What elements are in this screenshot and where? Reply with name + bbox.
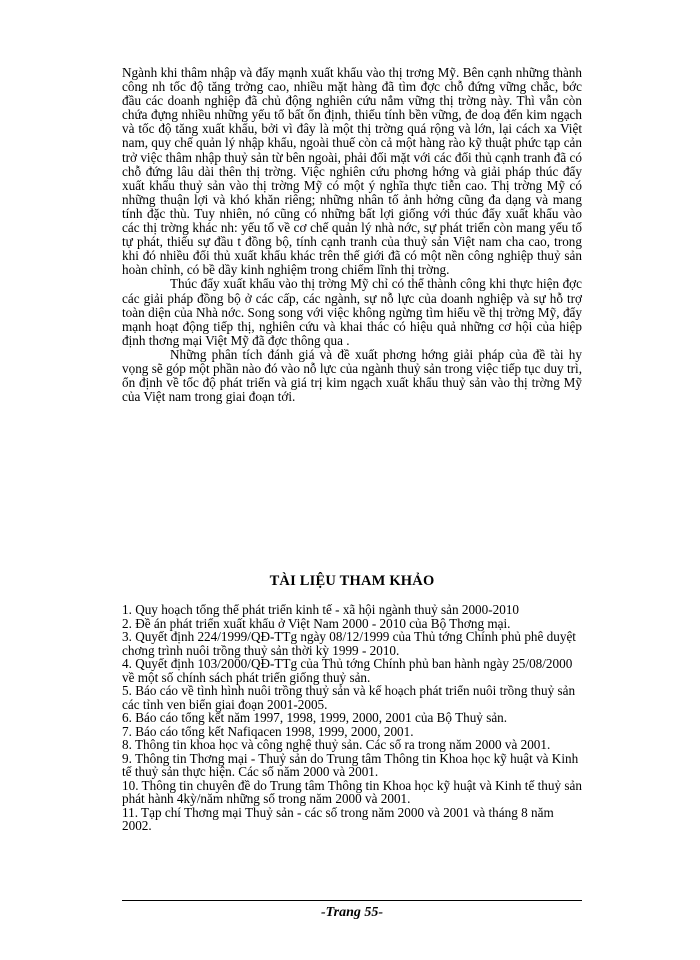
reference-item: 5. Báo cáo về tình hình nuôi trồng thuỷ sản và kế hoạch phát triển nuôi trồng thuỷ sản các tỉnh ven biển giai đoạn 2001-2005. (122, 683, 576, 712)
reference-item: 8. Thông tin khoa học và công nghệ thuỷ sản. Các số ra trong năm 2000 và 2001. (122, 737, 551, 752)
page-number: -Trang 55- (320, 905, 384, 920)
paragraph-1: Ngành khi thâm nhập và đẩy mạnh xuất khẩu vào thị trơng Mỹ. Bên cạnh những thành công nh tốc độ tăng trởng cao, nhiều mặt hàng đã tìm đợc chỗ đứng vững chắc, bớc đầu các doanh nghiệp đã chủ động nghiên cứu nắm vững thị trờng này. Thì vẫn còn chứa đựng nhiều những yếu tố bất ổn định, thiếu tính bền vững, đe doạ đến kim ngạch và tốc độ tăng xuất khẩu, bởi vì đây là một thị trờng quá rộng và lớn, lại cách xa Việt nam, quy chế quản lý nhập khẩu, ngoài thuế còn cả một hàng rào kỹ thuật phức tạp cản trở việc thâm nhập thuỷ sản từ bên ngoài, phải đối mặt với các đối thủ cạnh tranh đã có chỗ đứng lâu dài thên thị trờng. Việc nghiên cứu phơng hớng và giải pháp thúc đẩy xuất khẩu thuỷ sản vào thị trờng Mỹ có một ý nghĩa thực tiễn cao. Thị trờng Mỹ có những thuận lợi và khó khăn riêng; những nhân tố ảnh hởng cũng đa dạng và mang tính đặc thù. Tuy nhiên, nó cũng có những bất lợi giống với thúc đẩy xuất khẩu vào các thị trờng khác nh: yếu tố về cơ chế quản lý nhà nớc, sự phát triển còn mang yếu tố tự phát, thiếu sự đầu t đồng bộ, tính cạnh tranh của thuỷ sản Việt nam cha cao, trong khi đó nhiều đối thủ xuất khẩu khác trên thế giới đã có một nền công nghiệp thuỷ sản hoàn chỉnh, có bề dầy kinh nghiệm trong chiếm lĩnh thị trờng. (122, 65, 582, 278)
reference-item: 7. Báo cáo tổng kết Nafiqacen 1998, 1999, 2000, 2001. (122, 723, 414, 739)
reference-item: 1. Quy hoạch tổng thể phát triển kinh tế - xã hội ngành thuỷ sản 2000-2010 (122, 602, 520, 617)
reference-item: 6. Báo cáo tổng kết năm 1997, 1998, 1999, 2000, 2001 của Bộ Thuỷ sản. (122, 710, 508, 725)
reference-item: 9. Thông tin Thơng mại - Thuỷ sản do Trung tâm Thông tin Khoa học kỹ huật và Kinh tế thuỷ sản thực hiện. Các số năm 2000 và 2001. (122, 750, 579, 779)
reference-list (122, 603, 582, 833)
reference-item: 2. Đề án phát triển xuất khẩu ở Việt Nam 2000 - 2010 của Bộ Thơng mại. (122, 615, 511, 631)
paragraph-2: Thúc đẩy xuất khẩu vào thị trờng Mỹ chỉ có thể thành công khi thực hiện đợc các giải pháp đồng bộ ở các cấp, các ngành, sự nỗ lực của doanh nghiệp và sự hỗ trợ toàn diện của Nhà nớc. Song song với việc không ngừng tìm hiểu về thị trờng Mỹ, đẩy mạnh hoạt động tiếp thị, nghiên cứu và khai thác có hiệu quả những cơ hội của hiệp định thơng mại Việt Mỹ đã đợc thông qua . (122, 276, 582, 348)
reference-item: 11. Tạp chí Thơng mại Thuỷ sản - các số trong năm 2000 và 2001 và tháng 8 năm 2002. (122, 804, 554, 833)
reference-item: 3. Quyết định 224/1999/QĐ-TTg ngày 08/12/1999 của Thủ tớng Chính phủ phê duyệt chơng trình nuôi trồng thuỷ sản thời kỳ 1999 - 2010. (122, 629, 576, 658)
body-text (122, 66, 582, 404)
reference-item: 4. Quyết định 103/2000/QĐ-TTg của Thủ tớng Chính phủ ban hành ngày 25/08/2000 về một số chính sách phát triển giống thuỷ sản. (122, 656, 573, 685)
paragraph-3: Những phân tích đánh giá và đề xuất phơng hớng giải pháp của đề tài hy vọng sẽ góp một phần nào đó vào nỗ lực của ngành thuỷ sản trong việc tiếp tục duy trì, ổn định về tốc độ phát triển và giá trị kim ngạch xuất khẩu thuỷ sản vào thị trờng Mỹ của Việt nam trong giai đoạn tới. (122, 346, 582, 405)
references-title: TÀI LIỆU THAM KHẢO (269, 573, 435, 589)
reference-item: 10. Thông tin chuyên đề do Trung tâm Thông tin Khoa học kỹ huật và Kinh tế thuỷ sản phát hành 4kỳ/năm những số trong năm 2000 và 2001. (122, 777, 582, 806)
footer-divider (122, 900, 582, 901)
